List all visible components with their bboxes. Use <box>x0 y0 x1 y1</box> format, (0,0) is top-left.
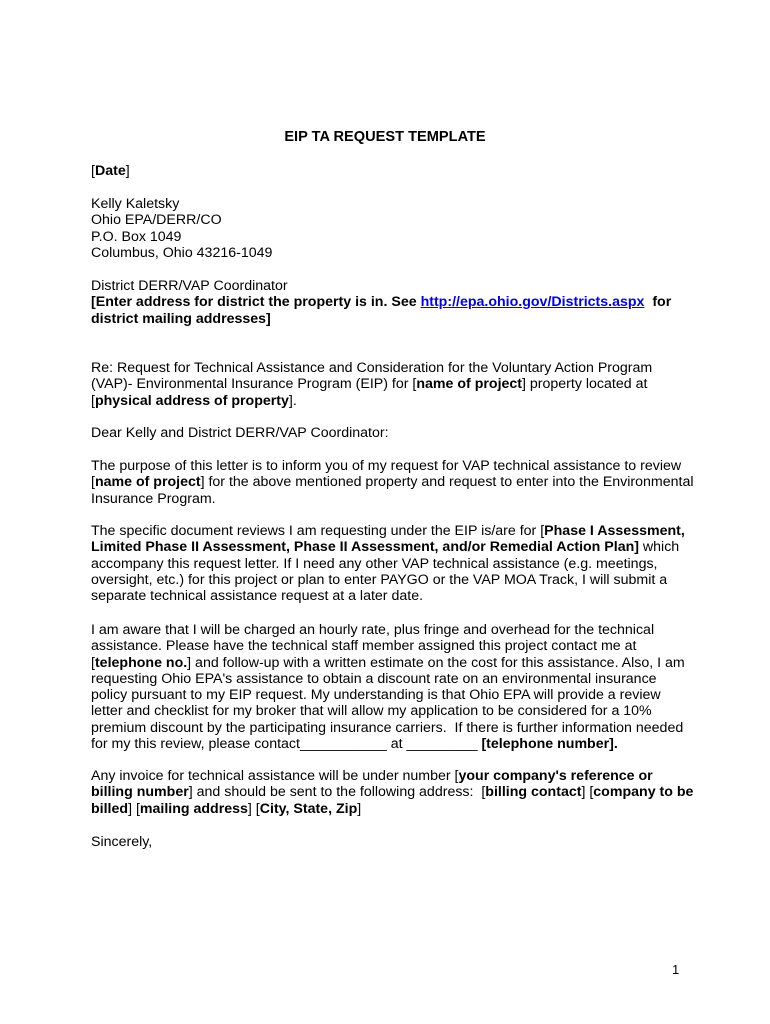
date-line: [Date] <box>91 163 130 179</box>
paragraph-invoice: Any invoice for technical assistance will be under number [your company's reference or billing number] and should be sent to the following address: [billing contact] [company to be billed] [mailing address] [City, State, Zip] <box>91 768 694 817</box>
salutation: Dear Kelly and District DERR/VAP Coordinator: <box>91 425 389 441</box>
paragraph-charges: I am aware that I will be charged an hourly rate, plus fringe and overhead for the technical assistance. Please have the technical staff member assigned this project contact me at [telephone no.] and follow-up with a written estimate on the cost for this assistance. Also, I am requesting Ohio EPA's assistance to obtain a discount rate on an environmental insurance policy pursuant to my EIP request. My understanding is that Ohio EPA will provide a review letter and checklist for my broker that will allow my application to be considered for a 10% premium discount by the participating insurance carriers. If there is further information needed for my this review, please contact___________ at _________ [telephone number]. <box>91 622 685 753</box>
date-placeholder: Date <box>94 163 126 179</box>
document-title: EIP TA REQUEST TEMPLATE <box>284 129 486 145</box>
recipient-city: Columbus, Ohio 43216-1049 <box>91 244 273 261</box>
recipient-name: Kelly Kaletsky <box>91 196 180 212</box>
recipient-org: Ohio EPA/DERR/CO <box>91 212 222 229</box>
recipient-box: P.O. Box 1049 <box>91 228 182 245</box>
re-line: Re: Request for Technical Assistance and Consideration for the Voluntary Action Program (VAP)- Environmental Insurance Program (EIP) for [name of project] property located at [physical address of property]. <box>91 360 653 409</box>
district-heading: District DERR/VAP Coordinator <box>91 278 288 294</box>
project-name-placeholder: name of project <box>416 376 523 393</box>
property-address-placeholder: physical address of property <box>94 392 289 409</box>
paragraph-document-reviews: The specific document reviews I am requesting under the EIP is/are for [Phase I Assessment, Limited Phase II Assessment, Phase II Assessment, and/or Remedial Action Plan] which accompany this request letter. If I need any other VAP technical assistance (e.g. meetings, oversight, etc.) for this project or plan to enter PAYGO or the VAP MOA Track, I will submit a separate technical assistance request at a later date. <box>91 523 685 605</box>
closing: Sincerely, <box>91 834 153 850</box>
page-number: 1 <box>672 962 680 977</box>
districts-link[interactable]: http://epa.ohio.gov/Districts.aspx <box>420 294 645 311</box>
district-instruction-line2: district mailing addresses] <box>91 310 271 327</box>
recipient-address <box>91 196 691 261</box>
district-block <box>91 278 691 327</box>
paragraph-purpose: The purpose of this letter is to inform you of my request for VAP technical assistance to review [name of project] for the above mentioned property and request to enter into the Environmental Insurance Program. <box>91 458 694 507</box>
district-instruction: [Enter address for district the property is in. See http://epa.ohio.gov/Districts.aspx for <box>91 294 672 311</box>
